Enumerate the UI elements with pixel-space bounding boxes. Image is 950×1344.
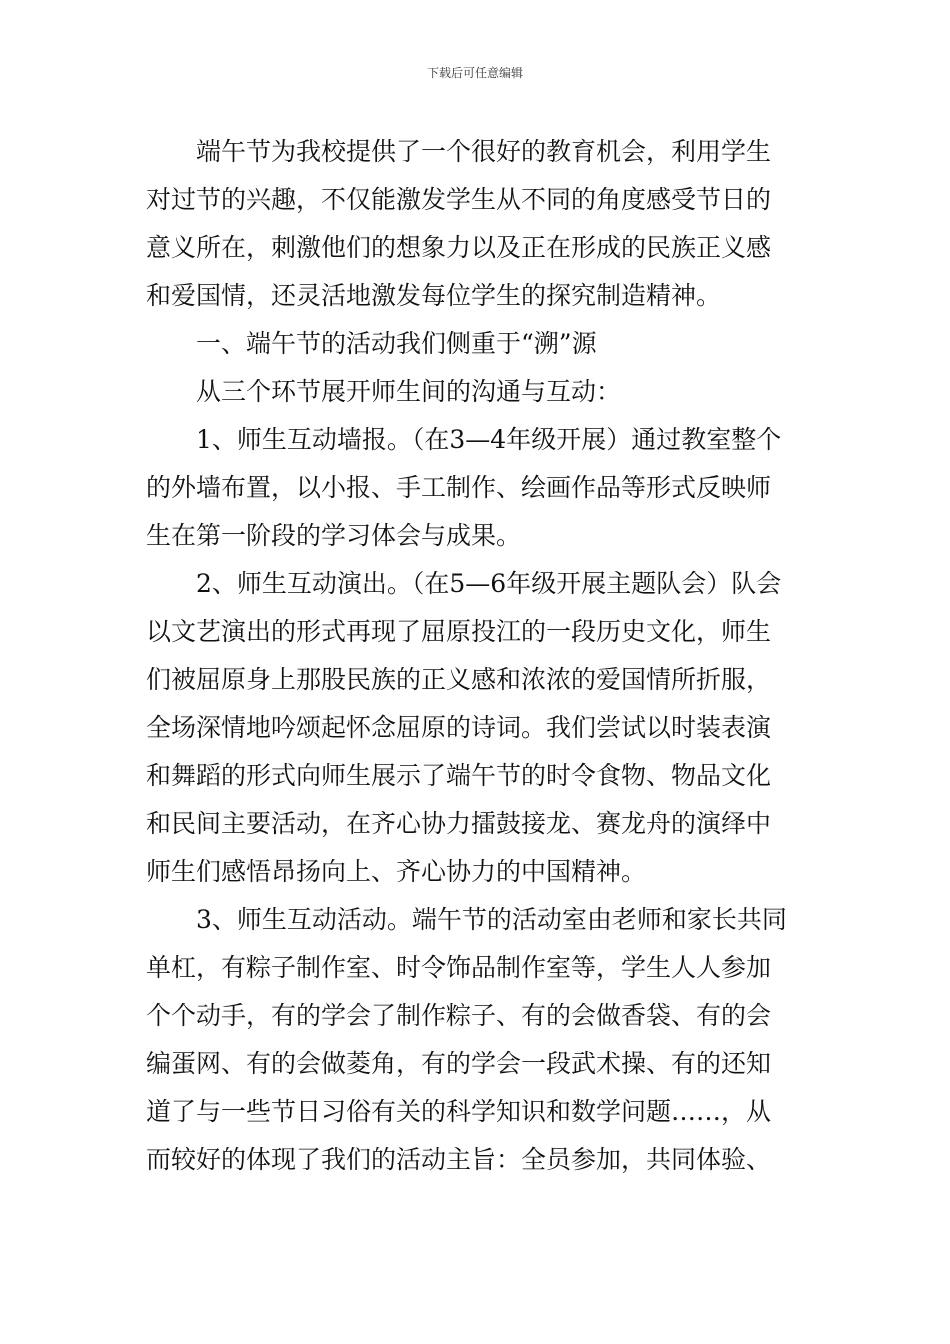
paragraph-line: 编蛋网、有的会做菱角，有的学会一段武术操、有的还知 [146,1049,772,1078]
paragraph-line: 们被屈原身上那股民族的正义感和浓浓的爱国情所折服， [146,665,772,694]
paragraph-line: 道了与一些节日习俗有关的科学知识和数学问题……，从 [146,1097,772,1126]
paragraph-line: 端午节为我校提供了一个很好的教育机会，利用学生 [196,137,772,166]
paragraph-line: 从三个环节展开师生间的沟通与互动： [196,377,622,406]
paragraph-line: 全场深情地吟颂起怀念屈原的诗词。我们尝试以时装表演 [146,713,772,742]
paragraph-line: 和舞蹈的形式向师生展示了端午节的时令食物、物品文化 [146,761,772,790]
paragraph-line: 意义所在，刺激他们的想象力以及正在形成的民族正义感 [146,233,772,262]
paragraph-line: 个个动手，有的学会了制作粽子、有的会做香袋、有的会 [146,1001,772,1030]
section-heading: 一、端午节的活动我们侧重于“溯”源 [196,329,597,358]
paragraph-line: 单杠，有粽子制作室、时令饰品制作室等，学生人人参加 [146,953,772,982]
paragraph-line: 而较好的体现了我们的活动主旨：全员参加，共同体验、 [146,1145,772,1174]
paragraph-line: 1、师生互动墙报。（在3—4年级开展）通过教室整个 [196,425,782,454]
paragraph-line: 2、师生互动演出。（在5—6年级开展主题队会）队会 [196,569,782,598]
paragraph-line: 的外墙布置，以小报、手工制作、绘画作品等形式反映师 [146,473,772,502]
document-body [146,128,806,1184]
paragraph-line: 对过节的兴趣，不仅能激发学生从不同的角度感受节日的 [146,185,772,214]
paragraph-line: 生在第一阶段的学习体会与成果。 [146,521,522,550]
paragraph-line: 3、师生互动活动。端午节的活动室由老师和家长共同 [196,905,787,934]
paragraph-line: 以文艺演出的形式再现了屈原投江的一段历史文化，师生 [146,617,772,646]
paragraph-line: 和民间主要活动，在齐心协力擂鼓接龙、赛龙舟的演绎中 [146,809,772,838]
paragraph-line: 师生们感悟昂扬向上、齐心协力的中国精神。 [146,857,647,886]
paragraph-line: 和爱国情，还灵活地激发每位学生的探究制造精神。 [146,281,722,310]
page-header: 下载后可任意编辑 [426,66,523,80]
